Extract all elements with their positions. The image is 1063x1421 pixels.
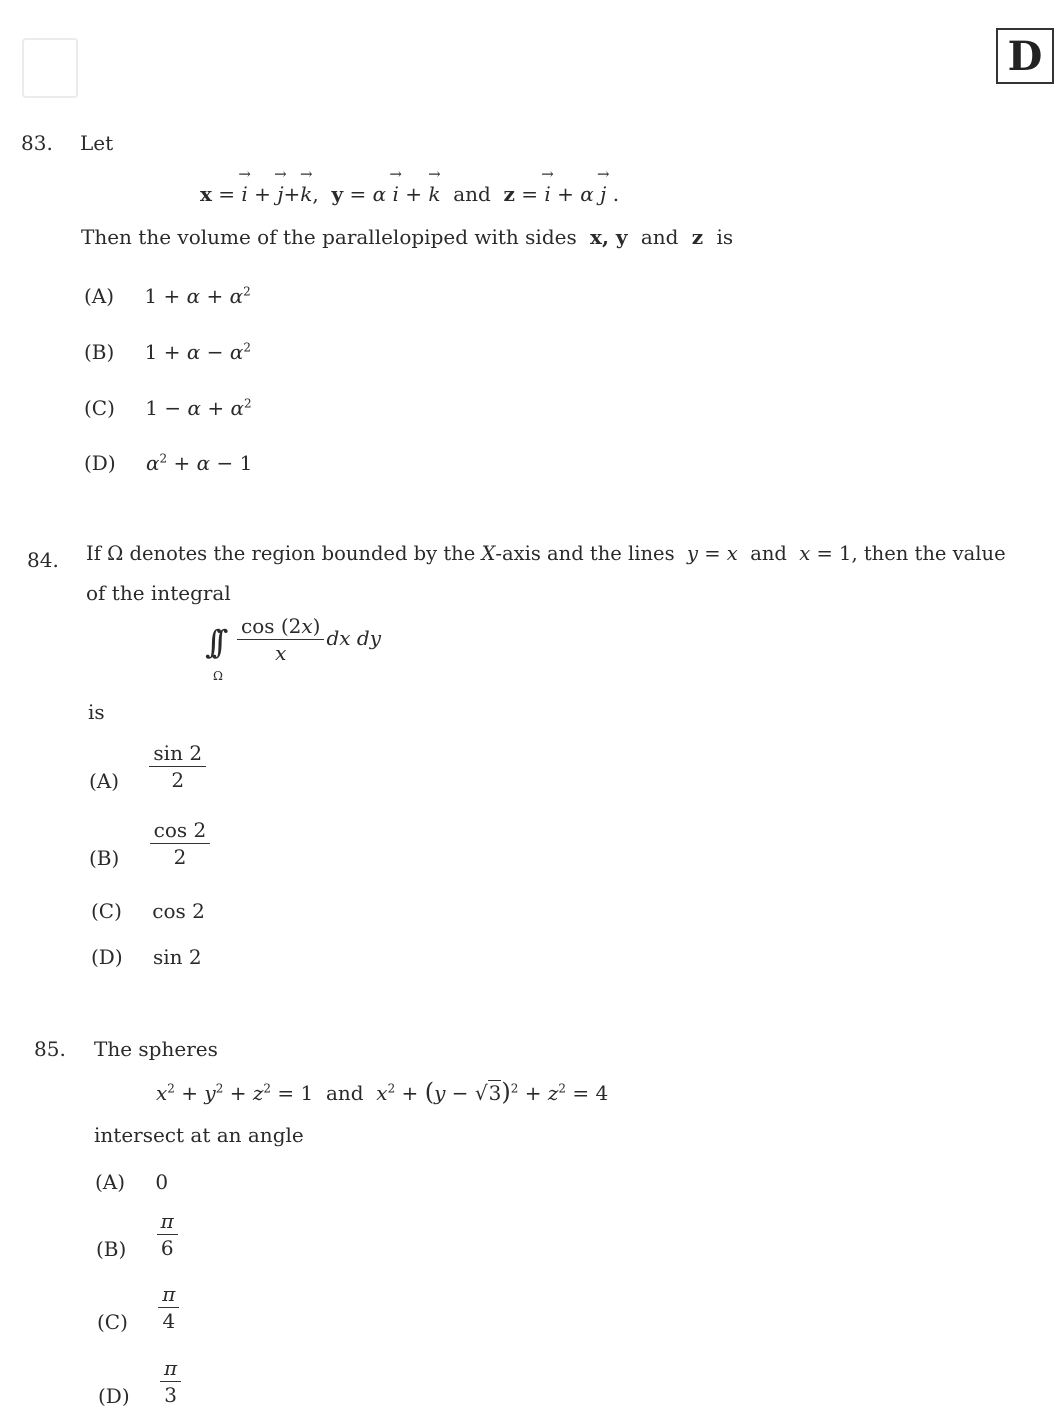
q84-option-a — [89, 742, 206, 791]
q83-sentence-text: Then the volume of the parallelopiped with sides — [81, 225, 577, 249]
q85-option-b-num: π — [157, 1210, 178, 1235]
q85-option-c-den: 4 — [162, 1309, 176, 1333]
q85-option-b-label: (B) — [96, 1237, 127, 1261]
q83-option-d: (D) $\alpha^2 + \alpha - 1$ — [84, 451, 253, 475]
series-label: D — [1007, 32, 1043, 80]
q84-line1-and: and — [750, 542, 787, 565]
q85-option-a-label: (A) — [95, 1170, 126, 1194]
q84-line1-end: , then the value — [851, 542, 1006, 565]
q83-option-a-label: (A) — [84, 284, 115, 308]
q83-sentence: Then the volume of the parallelopiped with sides x, y and z is — [81, 225, 734, 249]
q85-option-a-value: 0 — [155, 1170, 169, 1194]
q84-option-c-label: (C) — [91, 899, 122, 923]
series-label-box — [996, 28, 1054, 84]
q83-option-c: (C) $1 - \alpha + \alpha^2$ — [84, 396, 252, 420]
q84-option-b-label: (B) — [89, 846, 120, 870]
q83-lead: Let — [80, 131, 114, 155]
q84-line2: of the integral — [86, 581, 231, 605]
q85-option-d-den: 3 — [164, 1383, 177, 1407]
q83-number: 83. — [21, 131, 53, 155]
q84-line1-start: If Ω denotes the region bounded by the — [86, 542, 476, 565]
q84-option-d — [91, 945, 202, 969]
q84-line1-mid: -axis and the lines — [495, 542, 675, 565]
q84-option-d-value: sin 2 — [153, 945, 202, 969]
q85-lead: The spheres — [94, 1037, 218, 1061]
q83-sentence-end: is — [716, 225, 734, 249]
q83-option-a: (A) $1 + \alpha + \alpha^2$ — [84, 284, 251, 308]
q85-option-b — [96, 1210, 178, 1259]
q84-option-a-num: sin 2 — [149, 742, 206, 767]
q84-option-a-den: 2 — [171, 768, 185, 792]
q85-number: 85. — [34, 1037, 66, 1061]
q84-option-b-num: cos 2 — [150, 819, 211, 844]
q84-after: is — [88, 700, 105, 724]
q83-option-b: (B) $1 + \alpha - \alpha^2$ — [84, 340, 252, 364]
q85-option-d-label: (D) — [98, 1384, 130, 1408]
q83-option-d-label: (D) — [84, 451, 116, 475]
q84-option-a-label: (A) — [89, 769, 120, 793]
q85-option-b-den: 6 — [160, 1236, 174, 1260]
q84-number: 84. — [27, 548, 59, 572]
exam-page: D 83. Let x = → i + → j+→ k, y = α → i + → k and z = → i + α → j . Then the volume of the parallelopiped with sides x, y and z is (A) $1 + \alpha + \alpha^2$ (B) $1 + \alpha - \alpha^2$ (C) $1 - \alpha + \alpha^2$ (D) $\alpha^2 + \alpha - 1$ 84. If Ω denotes the region bounded by the X-axis and the lines y = x and x = 1, then the value of the integral ∫∫ Ω $\frac{\cos (2x)}{x}$ dx dy is (A) $\frac{\sin 2}{2}$ (B) $\frac{\cos 2}{2}$ (C) cos 2 (D) sin 2 85. The spheres $x^2 + y^2 + z^2 = 1$ and $x^2 + (y - √3)^2 + z^2 = 4$ intersect at an angle (A) 0 (B) $\frac{\pi}{6}$ (C) $\frac{\pi}{4}$ (D) $\frac{\pi}{3}$ — [0, 0, 1063, 1421]
q84-option-c-value: cos 2 — [152, 899, 205, 923]
q84-axis-letter: X — [481, 542, 496, 565]
q83-vector-definitions: x = → i + → j+→ k, y = α → i + → k and z = → i + α → j . — [200, 182, 619, 206]
q83-option-b-label: (B) — [84, 340, 115, 364]
faint-bleed-through-box — [22, 38, 78, 98]
q85-after: intersect at an angle — [94, 1123, 304, 1147]
q84-option-b — [89, 819, 210, 868]
q85-option-c-num: π — [158, 1283, 179, 1308]
q85-option-d — [98, 1357, 181, 1406]
q83-option-c-label: (C) — [84, 396, 115, 420]
q84-option-c — [91, 899, 205, 923]
q84-option-d-label: (D) — [91, 945, 123, 969]
q85-option-d-num: π — [160, 1357, 181, 1382]
q85-option-a — [95, 1170, 168, 1194]
q84-option-b-den: 2 — [173, 845, 187, 869]
q85-sphere-equations: $x^2 + y^2 + z^2 = 1$ and $x^2 + (y - √3)^2 + z^2 = 4$ — [156, 1078, 609, 1106]
q85-and: and — [325, 1081, 364, 1105]
q85-option-c-label: (C) — [97, 1310, 128, 1334]
q84-line1: If Ω denotes the region bounded by the X-axis and the lines y = x and x = 1, then the value — [86, 542, 1006, 565]
q85-option-c — [97, 1283, 179, 1332]
